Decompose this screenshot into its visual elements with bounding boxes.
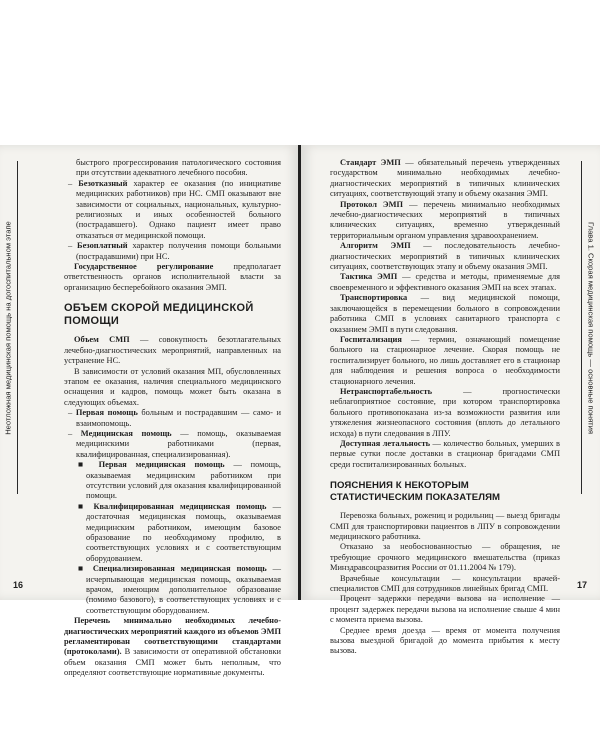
definition: Тактика ЭМП — средства и методы, применяемые для своевременного и эффективного оказания ЭМП на всех этапах. (330, 272, 560, 292)
definition: Протокол ЭМП — перечень минимально необходимых лечебно-диагностических мероприятий в типичных клинических ситуациях, временно утвержденный территориальным органом управления здравоохранением. (330, 199, 561, 240)
paragraph: Государственное регулирование предполагает ответственность органов исполнительной власти за организацию бесперебойного оказания ЭМП. (64, 262, 281, 292)
paragraph: Отказано за необоснованностью — обращения, не требующие срочного медицинского вмешательства (приказ Минздравсоцразвития России от 01.11.2004 № 179). (330, 542, 560, 573)
term: Стандарт ЭМП (340, 158, 401, 167)
page-number: 17 (576, 580, 587, 590)
term: Госпитализация (340, 334, 402, 344)
term: Специализированная медицинская помощь (92, 564, 267, 574)
term: Тактика ЭМП (340, 272, 398, 282)
definition: Доступная летальность — количество больных, умерших в первые сутки после доставки в стационар бригадами СМП среди госпитализированных больных. (330, 438, 561, 469)
term: Безотказный (78, 178, 128, 188)
term: Транспортировка (340, 293, 408, 303)
left-running-head: Неотложная медицинская помощь на догоспитальном этапе (3, 221, 13, 435)
definition: Стандарт ЭМП — обязательный перечень утвержденных государством минимально необходимых лечебно-диагностических мероприятий в типичных клинических ситуациях, соответствующий этапу и объему оказания ЭМП. (330, 158, 560, 199)
list-item: – Первая помощь больным и пострадавшим — само- и взаимопомощь. (68, 408, 282, 428)
list-item: ■ Первая медицинская помощь — помощь, оказываемая медицинским работником при отсутствии условий для оказания квалифицированной помощи. (78, 460, 282, 501)
paragraph: Процент задержки передачи вызова на исполнение — процент задержек передачи вызова на исполнение свыше 4 мин с момента приема вызова. (330, 594, 560, 625)
left-header-rule (17, 161, 18, 494)
definition: Транспортировка — вид медицинской помощи, заключающейся в перемещении больного в сопровождении работника СМП в условиях санитарного транспорта с оказанием ЭМП в пути следования. (330, 293, 560, 334)
term: Первая помощь (75, 408, 138, 418)
book-spread (0, 145, 600, 678)
definition: Госпитализация — термин, означающий помещение больного на стационарное лечение. Скорая помощь не госпитализирует больного, но лишь доставляет его в стационар для наблюдения и решения вопроса о необходимости стационарного лечения. (330, 334, 560, 386)
definition: Алгоритм ЭМП — последовательность лечебно-диагностических мероприятий в типичных клинических ситуациях, соответствующих этапу и объему оказания ЭМП. (330, 241, 560, 272)
paragraph: Среднее время доезда — время от момента получения вызова выездной бригадой до момента прибытия к месту вызова. (330, 625, 560, 656)
paragraph: быстрого прогрессирования патологического состояния при отсутствии адекватного лечебного пособия. (76, 158, 281, 178)
paragraph: Объем СМП — совокупность безотлагательных лечебно-диагностических мероприятий, направленных на устранение НС. (64, 335, 282, 366)
term: Государственное регулирование (74, 262, 214, 272)
page-number: 16 (13, 580, 24, 590)
paragraph: Перечень минимально необходимых лечебно-диагностических мероприятий каждого из объемов ЭМП регламентирован соответствующими стандартами (протоколами). В зависимости от оперативной обстановки объем оказания СМП может быть неполным, что определяют соответствующие нормативные документы. (64, 616, 281, 678)
left-page-body (64, 158, 281, 679)
list-item: – Безотказный характер ее оказания (по инициативе медицинских работников) при НС. СМП оказывают вне зависимости от социальных, национальных, культурно-религиозных и иных особенностей больного (пострадавшего). Однако пациент имеет право отказаться от медицинской помощи. (68, 178, 282, 240)
list-item: ■ Специализированная медицинская помощь — исчерпывающая медицинская помощь, оказываемая врачом, имеющим дополнительное образование (помимо базового), в соответствующих условиях и с соответствующим оборудованием. (78, 564, 281, 615)
term: Первая медицинская помощь (98, 460, 225, 470)
term: Объем СМП (74, 335, 130, 345)
term: Медицинская помощь (80, 428, 172, 438)
definition: Нетранспортабельность — прогностически неблагоприятное состояние, при котором транспортировка больного противопоказана из-за возможности развития или утяжеления жизнеопасного состояния (вплоть до летального исхода) в пути следования в ЛПУ. (330, 386, 560, 438)
right-header-rule (581, 161, 582, 494)
term: Перечень минимально необходимых лечебно-диагностических мероприятий каждого из объемов ЭМП регламентирован соответствующими стандартами (протоколами). (64, 616, 281, 657)
term: Квалифицированная медицинская помощь (93, 501, 267, 511)
left-page (0, 145, 299, 678)
list-item: ■ Квалифицированная медицинская помощь — достаточная медицинская помощь, оказываемая медицинским работником, имеющим базовое образование по необходимому профилю, в соответствующих условиях и с соответствующим оборудованием. (78, 501, 281, 563)
right-page-body (330, 158, 560, 657)
list-item: – Безоплатный характер получения помощи больными (пострадавшими) при НС. (68, 241, 281, 261)
right-running-head: Глава 1. Скорая медицинская помощь — основные понятия (586, 221, 596, 435)
right-page (301, 145, 600, 656)
term: Протокол ЭМП (340, 199, 404, 209)
term: Алгоритм ЭМП (340, 241, 411, 251)
section-heading: ОБЪЕМ СКОРОЙ МЕДИЦИНСКОЙ ПОМОЩИ (64, 302, 254, 328)
paragraph: Врачебные консультации — консультации врачей-специалистов СМП для сотрудников линейных бригад СМП. (330, 573, 560, 594)
section-heading: ПОЯСНЕНИЯ К НЕКОТОРЫМ СТАТИСТИЧЕСКИМ ПОКАЗАТЕЛЯМ (330, 480, 501, 504)
list-item: – Медицинская помощь — помощь, оказываемая медицинскими работниками (первая, квалифицированная, специализированная). (68, 428, 282, 459)
paragraph: Перевозка больных, рожениц и родильниц — выезд бригады СМП для транспортировки пациентов в ЛПУ в сопровождении медицинского работника. (330, 511, 560, 541)
term: Безоплатный (77, 241, 128, 251)
paragraph: В зависимости от условий оказания МП, обусловленных этапом ее оказания, наличия специального медицинского оснащения и кадров, помощь может быть оказана в следующих объемах. (64, 366, 281, 407)
term: Доступная летальность (340, 438, 431, 448)
term: Нетранспортабельность (340, 386, 432, 396)
